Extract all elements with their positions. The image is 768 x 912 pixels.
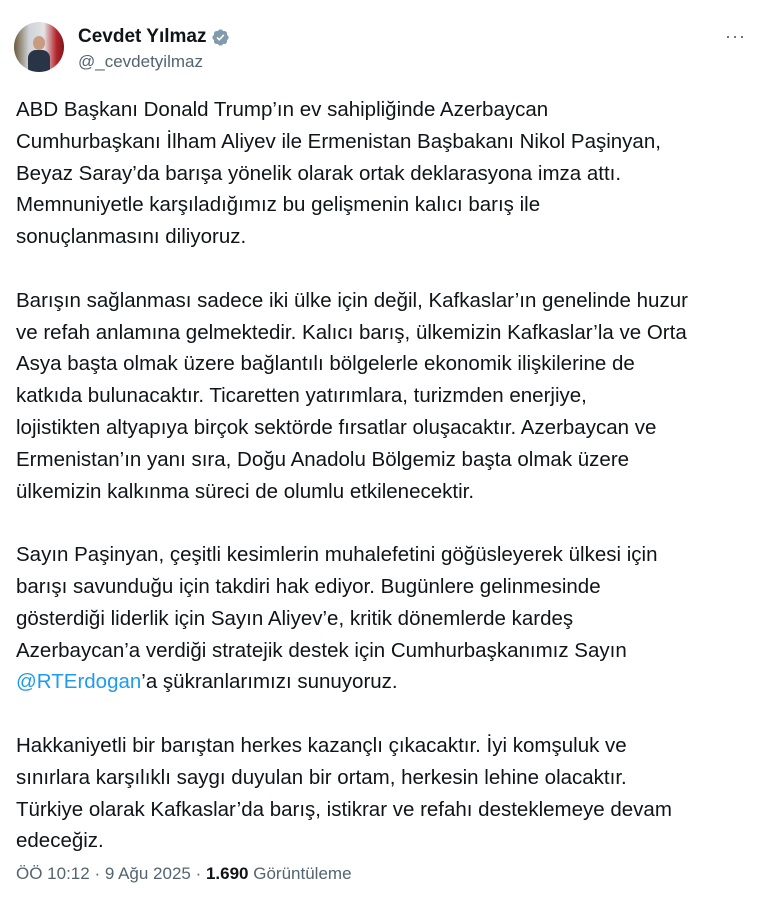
tweet-date[interactable]: 9 Ağu 2025 [104, 864, 191, 883]
text-line: Sayın Paşinyan, çeşitli kesimlerin muhalefetini göğüsleyerek ülkesi için [16, 543, 658, 567]
text-line: Cumhurbaşkanı İlham Aliyev ile Ermenistan Başbakanı Nikol Paşinyan, [16, 129, 661, 153]
paragraph-2 [16, 285, 756, 508]
text-line: sınırlara karşılıklı saygı duyulan bir ortam, herkesin lehine olacaktır. [16, 765, 627, 789]
text-line: edeceğiz. [16, 829, 104, 853]
paragraph-4 [16, 730, 756, 857]
separator: · [190, 864, 206, 883]
tweet-time[interactable]: ÖÖ 10:12 [16, 864, 90, 883]
text-line: katkıda bulunacaktır. Ticaretten yatırımlara, turizmden enerjiye, [16, 384, 587, 408]
text-line: lojistikten altyapıya birçok sektörde fırsatlar oluşacaktır. Azerbaycan ve [16, 415, 657, 439]
avatar-head [33, 36, 45, 50]
author-handle[interactable]: @_cevdetyilmaz [78, 52, 203, 71]
text-line: gösterdiği liderlik için Sayın Aliyev’e, kritik dönemlerde kardeş [16, 606, 574, 630]
text-line: Beyaz Saray’da barışa yönelik olarak ortak deklarasyona imza attı. [16, 161, 622, 185]
separator: · [89, 864, 105, 883]
author-name-row[interactable] [78, 26, 230, 48]
text-line: Azerbaycan’a verdiği stratejik destek için Cumhurbaşkanımız Sayın [16, 638, 627, 662]
verified-badge-icon [211, 28, 230, 47]
tweet-metadata [16, 864, 352, 884]
text-line: Hakkaniyetli bir barıştan herkes kazançlı çıkacaktır. İyi komşuluk ve [16, 733, 627, 757]
text-line [16, 666, 756, 698]
avatar[interactable] [14, 22, 64, 72]
text-line: Barışın sağlanması sadece iki ülke için değil, Kafkaslar’ın genelinde huzur [16, 288, 688, 312]
more-options-icon[interactable]: ··· [725, 26, 746, 46]
views-label: Görüntüleme [253, 864, 352, 883]
view-count: 1.690 [205, 864, 249, 883]
text-line: Memnuniyetle karşıladığımız bu gelişmenin kalıcı barış ile [16, 193, 541, 217]
author-name[interactable]: Cevdet Yılmaz [78, 26, 207, 47]
paragraph-1 [16, 94, 756, 253]
text-line: Ermenistan’ın yanı sıra, Doğu Anadolu Bölgemiz başta olmak üzere [16, 447, 630, 471]
text-line: ABD Başkanı Donald Trump’ın ev sahipliğinde Azerbaycan [16, 98, 549, 121]
text-line: Asya başta olmak üzere bağlantılı bölgelerle ekonomik ilişkilerine de [16, 352, 635, 376]
text-line: sonuçlanmasını diliyoruz. [16, 225, 247, 249]
paragraph-3 [16, 539, 756, 698]
text-line: ve refah anlamına gelmektedir. Kalıcı barış, ülkemizin Kafkaslar’la ve Orta [16, 320, 687, 344]
text-line: barışı savunduğu için takdiri hak ediyor. Bugünlere gelinmesinde [16, 574, 601, 598]
mention-link[interactable]: @RTErdogan [16, 670, 142, 694]
avatar-body [28, 50, 50, 72]
text-line: ülkemizin kalkınma süreci de olumlu etkilenecektir. [16, 479, 475, 503]
text-line: Türkiye olarak Kafkaslar’da barış, istikrar ve refahı desteklemeye devam [16, 797, 672, 821]
text-span: ’a şükranlarımızı sunuyoruz. [141, 670, 398, 694]
tweet-text [16, 94, 756, 889]
